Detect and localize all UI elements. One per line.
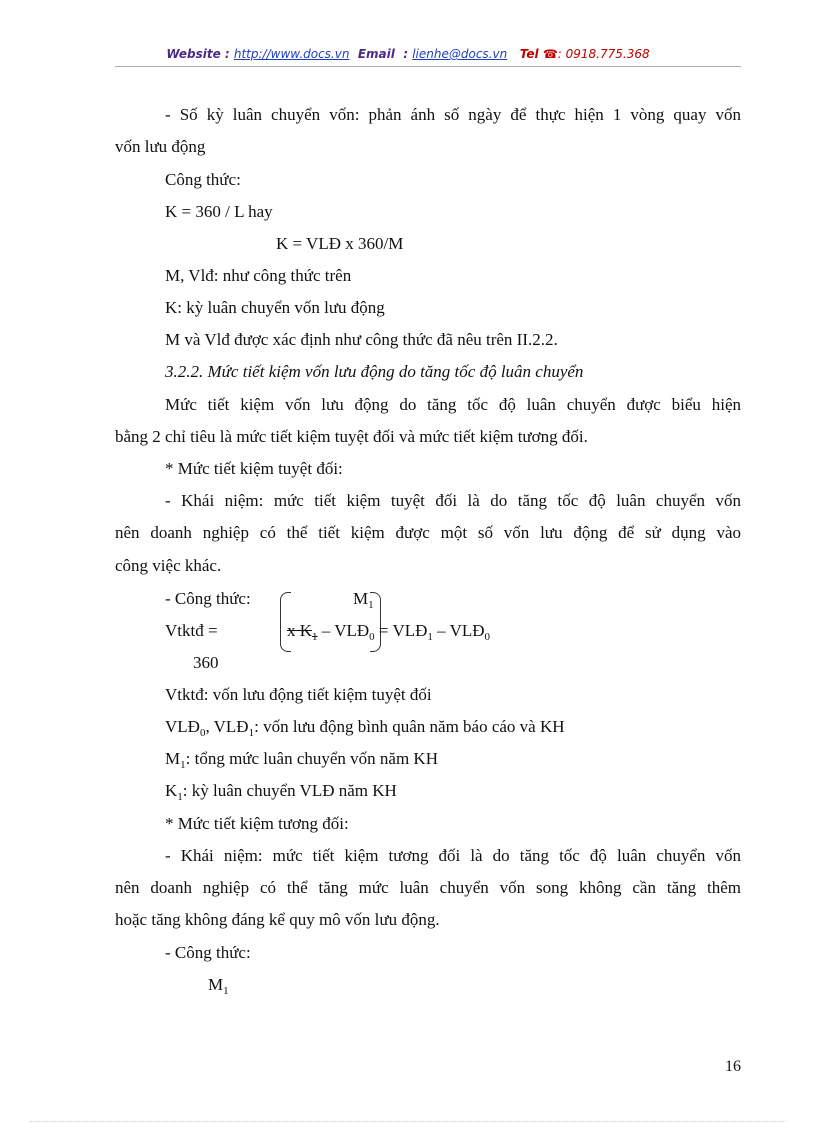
header-divider bbox=[115, 66, 741, 67]
paragraph-line: bằng 2 chỉ tiêu là mức tiết kiệm tuyệt đối và mức tiết kiệm tương đối. bbox=[115, 427, 588, 446]
tel-label: Tel bbox=[519, 47, 539, 61]
email-label: Email bbox=[357, 47, 395, 61]
formula-k1: K = 360 / L hay bbox=[165, 202, 273, 221]
definition-line: K: kỳ luân chuyển vốn lưu động bbox=[165, 298, 385, 317]
paragraph-line: - Khái niệm: mức tiết kiệm tuyệt đối là do tăng tốc độ luân chuyển vốn bbox=[165, 491, 741, 510]
subheading-relative: * Mức tiết kiệm tương đối: bbox=[165, 814, 349, 833]
formula-lhs: Vtktđ = bbox=[165, 621, 218, 640]
definition-line: $M_1$: tổng mức luân chuyển vốn năm KH bbox=[165, 749, 438, 771]
formula-label: - Công thức: bbox=[165, 589, 251, 608]
definition-line: $VLĐ_0$, $VLĐ_1$: vốn lưu động bình quân năm báo cáo và KH bbox=[165, 717, 565, 739]
formula-label: - Công thức: bbox=[165, 943, 251, 962]
paragraph-line: - Số kỳ luân chuyển vốn: phản ánh số ngày để thực hiện 1 vòng quay vốn bbox=[165, 105, 741, 124]
paragraph-line: hoặc tăng không đáng kể quy mô vốn lưu động. bbox=[115, 910, 440, 929]
definition-line: M, Vlđ: như công thức trên bbox=[165, 266, 352, 285]
subheading-absolute: * Mức tiết kiệm tuyệt đối: bbox=[165, 459, 343, 478]
page-header bbox=[0, 47, 816, 61]
email-link[interactable]: lienhe@docs.vn bbox=[412, 47, 508, 61]
paragraph-line: nên doanh nghiệp có thể tiết kiệm được một số vốn lưu động để sử dụng vào bbox=[115, 523, 741, 542]
email-separator: : bbox=[403, 47, 409, 61]
page-number: 16 bbox=[725, 1058, 741, 1075]
website-link[interactable]: http://www.docs.vn bbox=[233, 47, 350, 61]
formula-expression: x $K_1$ – $VLĐ_0$ = $VLĐ_1$ – $VLĐ_0$ bbox=[287, 621, 491, 643]
definition-line: M và Vlđ được xác định như công thức đã nêu trên II.2.2. bbox=[165, 330, 558, 349]
paragraph-line: - Khái niệm: mức tiết kiệm tương đối là do tăng tốc độ luân chuyển vốn bbox=[165, 846, 741, 865]
tel-number: : 0918.775.368 bbox=[557, 47, 650, 61]
formula-k2: K = VLĐ x 360/M bbox=[276, 234, 404, 253]
footer-divider bbox=[30, 1121, 786, 1122]
section-heading: 3.2.2. Mức tiết kiệm vốn lưu động do tăng tốc độ luân chuyển bbox=[165, 362, 584, 381]
formula-numerator: $M_1$ bbox=[208, 975, 229, 997]
formula-denominator: 360 bbox=[193, 653, 219, 672]
definition-line: Vtktđ: vốn lưu động tiết kiệm tuyệt đối bbox=[165, 685, 432, 704]
formula-label: Công thức: bbox=[165, 170, 241, 189]
paragraph-line: nên doanh nghiệp có thể tăng mức luân chuyển vốn song không cần tăng thêm bbox=[115, 878, 741, 897]
paragraph-line: Mức tiết kiệm vốn lưu động do tăng tốc độ luân chuyển được biểu hiện bbox=[165, 395, 741, 414]
paragraph-line: vốn lưu động bbox=[115, 137, 206, 156]
definition-line: $K_1$: kỳ luân chuyển VLĐ năm KH bbox=[165, 781, 397, 803]
formula-numerator: $M_1$ bbox=[353, 589, 374, 611]
phone-icon: ☎ bbox=[542, 47, 558, 61]
website-label: Website : bbox=[166, 47, 230, 61]
paragraph-line: công việc khác. bbox=[115, 556, 222, 575]
